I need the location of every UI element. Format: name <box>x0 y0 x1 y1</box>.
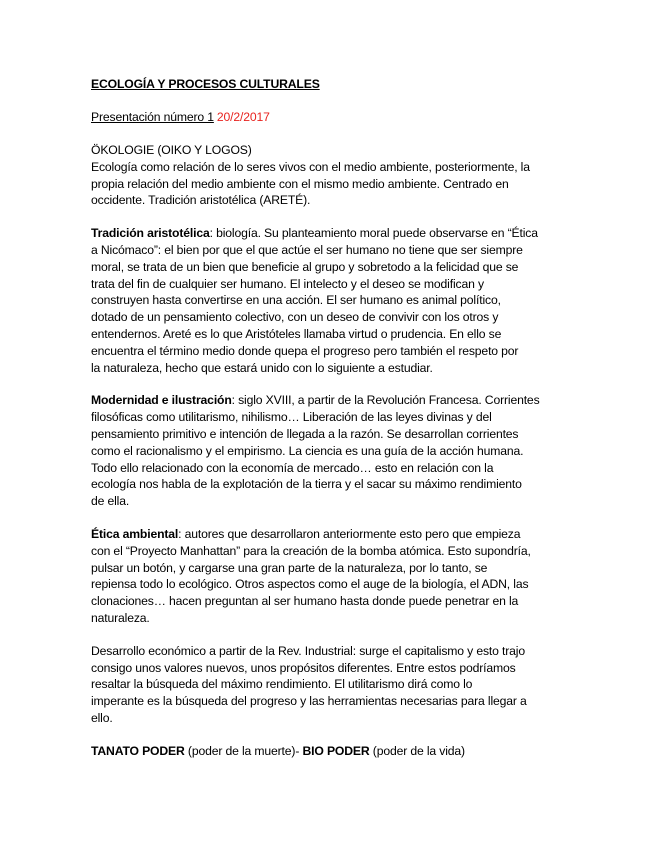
text-line: moral, se trata de un bien que beneficie al grupo y sobretodo a la felicidad que se <box>91 259 519 274</box>
text-line-rest: : siglo XVIII, a partir de la Revolución Francesa. Corrientes <box>231 393 540 408</box>
text-line: la naturaleza, hecho que estará unido con lo siguiente a estudiar. <box>91 360 433 375</box>
text-line: a Nicómaco”: el bien por que el que actúe el ser humano no tiene que ser siempre <box>91 242 523 257</box>
text-line <box>91 743 569 760</box>
text-line: repiensa todo lo ecológico. Otros aspectos como el auge de la biología, el ADN, las <box>91 577 529 592</box>
term-description: (poder de la vida) <box>369 743 465 758</box>
text-line: ello. <box>91 710 113 725</box>
presentation-label: Presentación número 1 <box>91 110 214 124</box>
text-line: consigo unos valores nuevos, unos propósitos diferentes. Entre estos podríamos <box>91 660 516 675</box>
text-line <box>91 392 569 409</box>
paragraph-tradicion-aristotelica <box>91 225 569 376</box>
text-line-rest: : biología. Su planteamiento moral puede observarse en “Ética <box>209 226 538 241</box>
text-line: imperante es la búsqueda del progreso y las herramientas necesarias para llegar a <box>91 694 527 709</box>
presentation-date: 20/2/2017 <box>216 110 270 124</box>
text-line: occidente. Tradición aristotélica (ARETÉ). <box>91 193 311 208</box>
text-line: trata del fin de cualquier ser humano. El intelecto y el deseo se modifican y <box>91 276 484 291</box>
text-line: Ecología como relación de lo seres vivos con el medio ambiente, posteriormente, la <box>91 159 530 174</box>
text-line: como el racionalismo y el empirismo. La ciencia es una guía de la acción humana. <box>91 443 524 458</box>
text-line: pensamiento primitivo e intención de llegada a la razón. Se desarrollan corrientes <box>91 426 519 441</box>
text-line: ecología nos habla de la explotación de la tierra y el sacar su máximo rendimiento <box>91 477 522 492</box>
text-line: pulsar un botón, y cargarse una gran parte de la naturaleza, por lo tanto, se <box>91 560 488 575</box>
term-description: (poder de la muerte)- <box>184 743 300 758</box>
text-line: construyen hasta convertirse en una acción. El ser humano es animal político, <box>91 293 501 308</box>
text-line <box>91 526 569 543</box>
text-line: ÖKOLOGIE (OIKO Y LOGOS) <box>91 143 252 157</box>
section-heading: Ética ambiental <box>91 526 179 541</box>
presentation-line <box>91 109 569 126</box>
paragraph-etica-ambiental <box>91 526 569 627</box>
section-heading: Tradición aristotélica <box>91 226 210 241</box>
text-line: propia relación del medio ambiente con el mismo medio ambiente. Centrado en <box>91 176 509 191</box>
text-line: Desarrollo económico a partir de la Rev. Industrial: surge el capitalismo y esto trajo <box>91 643 525 658</box>
paragraph-poder <box>91 743 569 760</box>
text-line: dotado de un pensamiento colectivo, con un deseo de convivir con los otros y <box>91 310 499 325</box>
term-tanato-poder: TANATO PODER <box>91 743 185 758</box>
text-line: de ella. <box>91 494 130 509</box>
document-page <box>91 76 569 760</box>
text-line: encuentra el término medio donde quepa el progreso pero también el respeto por <box>91 343 519 358</box>
paragraph-okologie <box>91 142 569 209</box>
paragraph-modernidad-ilustracion <box>91 392 569 510</box>
term-bio-poder: BIO PODER <box>302 743 370 758</box>
text-line: resaltar la búsqueda del máximo rendimiento. El utilitarismo dirá como lo <box>91 677 473 692</box>
section-heading: Modernidad e ilustración <box>91 393 232 408</box>
paragraph-desarrollo-economico <box>91 643 569 727</box>
document-title: ECOLOGÍA Y PROCESOS CULTURALES <box>91 77 320 91</box>
text-line: clonaciones… hacen preguntan al ser humano hasta donde puede penetrar en la <box>91 594 519 609</box>
text-line: naturaleza. <box>91 610 150 625</box>
text-line: con el “Proyecto Manhattan” para la creación de la bomba atómica. Esto supondría, <box>91 543 531 558</box>
text-line <box>91 225 569 242</box>
text-line: Todo ello relacionado con la economía de mercado… esto en relación con la <box>91 460 494 475</box>
text-line-rest: : autores que desarrollaron anteriormente esto pero que empieza <box>178 526 521 541</box>
text-line: filosóficas como utilitarismo, nihilismo… Liberación de las leyes divinas y del <box>91 410 492 425</box>
text-line: entendernos. Areté es lo que Aristóteles llamaba virtud o prudencia. En ello se <box>91 326 502 341</box>
